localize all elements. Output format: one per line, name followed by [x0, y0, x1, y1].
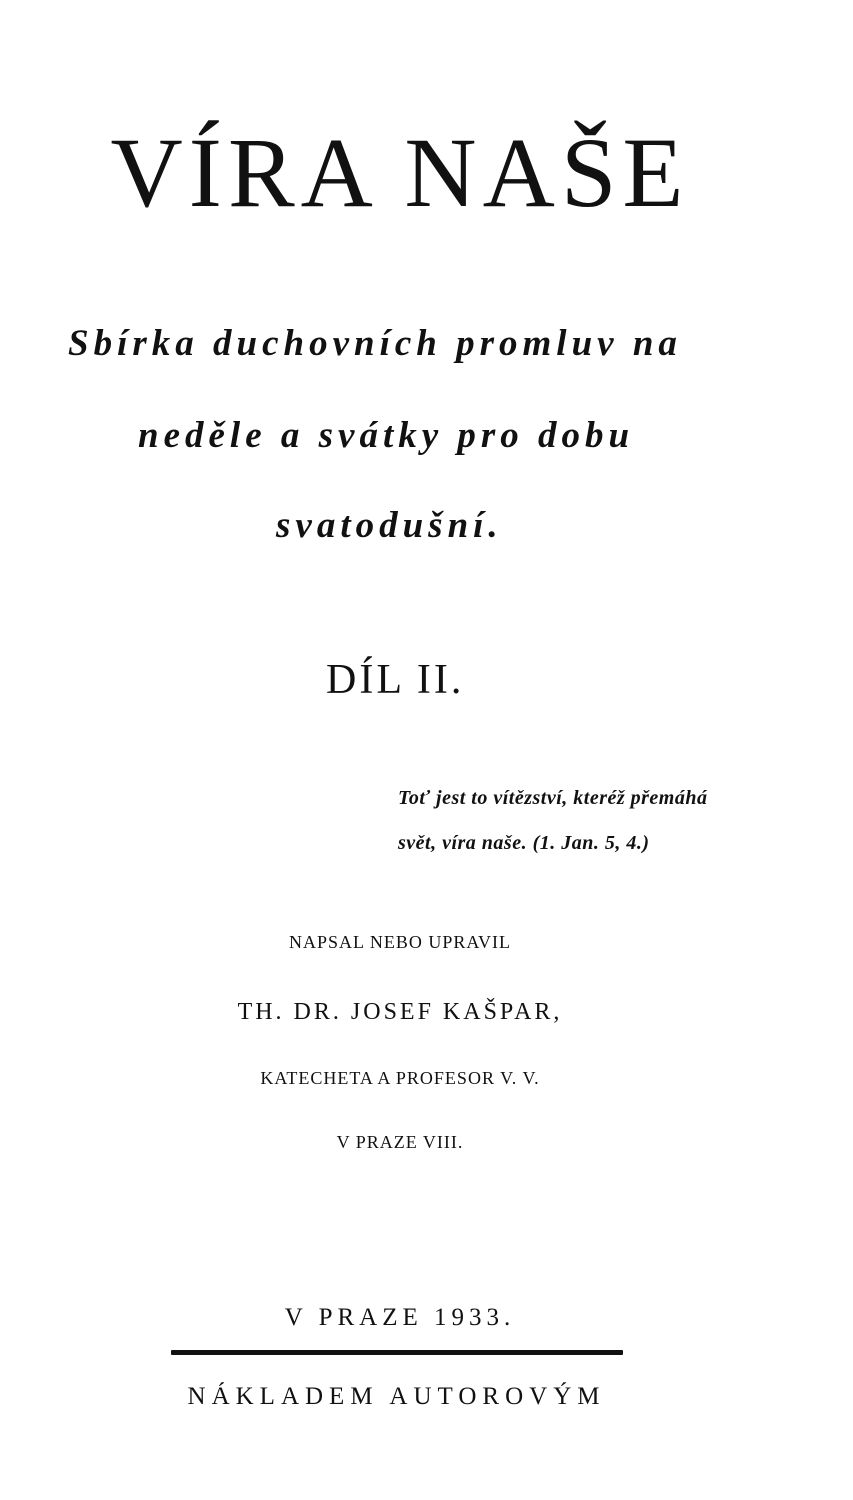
- author-city: V PRAZE VIII.: [336, 1132, 464, 1152]
- place-and-year: V PRAZE 1933.: [284, 1304, 516, 1331]
- motto-line-1: Toť jest to vítězství, kteréž přemáhá: [398, 787, 708, 809]
- publisher-line: NÁKLADEM AUTOROVÝM: [187, 1383, 606, 1410]
- divider-rule: [171, 1350, 623, 1355]
- written-by-label: NAPSAL NEBO UPRAVIL: [288, 932, 512, 952]
- author-position: KATECHETA A PROFESOR V. V.: [260, 1068, 540, 1088]
- motto-line-2: svět, víra naše. (1. Jan. 5, 4.): [398, 832, 650, 854]
- author-name: TH. DR. JOSEF KAŠPAR,: [237, 999, 563, 1025]
- book-title: VÍRA NAŠE: [110, 117, 690, 228]
- subtitle-line-1: Sbírka duchovních promluv na: [68, 323, 682, 364]
- volume-label: DÍL II.: [326, 657, 465, 703]
- subtitle-line-3: svatodušní.: [276, 505, 503, 546]
- subtitle-line-2: neděle a svátky pro dobu: [138, 415, 635, 456]
